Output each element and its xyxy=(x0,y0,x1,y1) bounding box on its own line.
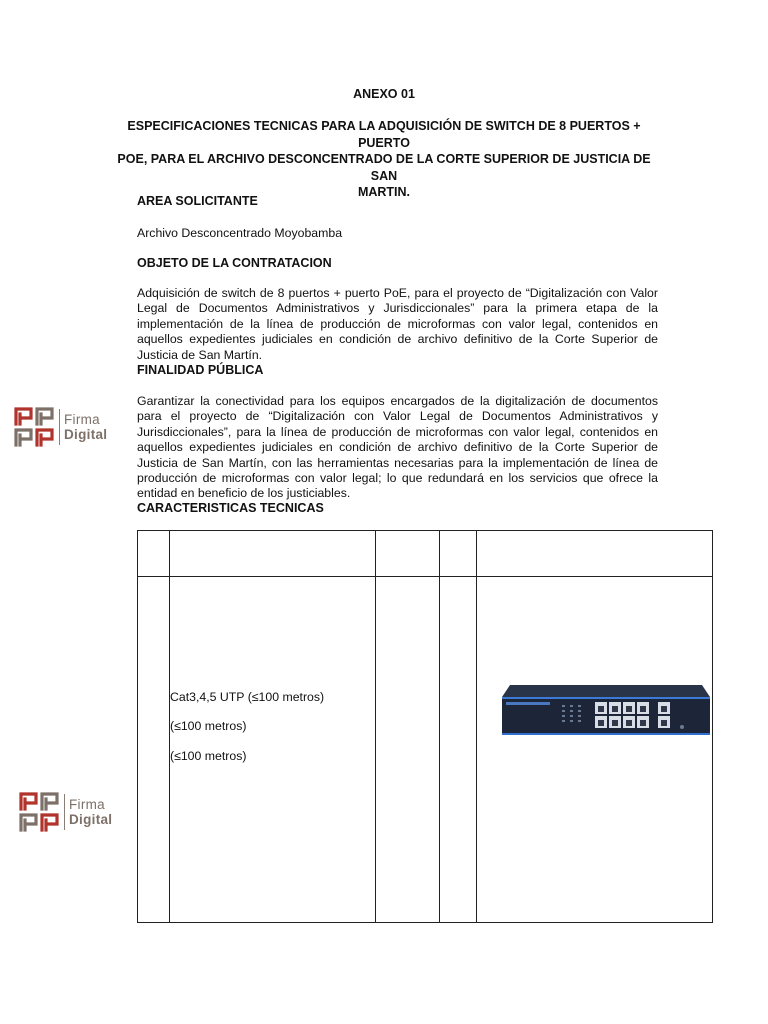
firma-digital-seal-icon xyxy=(14,406,56,448)
area-solicitante-text: Archivo Desconcentrado Moyobamba xyxy=(137,226,343,240)
finalidad-paragraph: Garantizar la conectividad para los equipos encargados de la digitalización de documentos para el proyecto de “Digitalización con Valor Legal de Documentos Administrativos y Jurisdiccionales”, para la línea de producción de microformas con valor legal, contenidos en aquellos expedientes judiciales en condición de archivo definitivo de la Corte Superior de Justicia de San Martín, con las herramientas necesarias para la implementación de línea de producción de microformas con valor legal; lo que redundará en los servicios que ofrece la entidad en beneficio de los justiciables. xyxy=(137,394,658,501)
objeto-paragraph: Adquisición de switch de 8 puertos + puerto PoE, para el proyecto de “Digitalización con Valor Legal de Documentos Administrativos y Jurisdiccionales” para la primera etapa de la implementación de la línea de producción de microformas con valor legal, contenidos en aquellos expedientes judiciales en condición de archivo definitivo de la Corte Superior de Justicia de San Martín. xyxy=(137,286,658,362)
stamp-divider xyxy=(59,409,60,445)
firma-digital-stamp xyxy=(14,406,107,448)
title-line: MARTIN. xyxy=(357,185,411,199)
table-cell-distance: (≤100 metros) xyxy=(170,749,247,763)
title-line: POE, PARA EL ARCHIVO DESCONCENTRADO DE LA CORTE SUPERIOR DE JUSTICIA DE SAN xyxy=(117,152,651,183)
table-header-divider xyxy=(138,576,712,577)
network-switch-image xyxy=(500,683,712,743)
stamp-words xyxy=(64,412,107,442)
heading-caracteristicas: CARACTERISTICAS TECNICAS xyxy=(137,501,324,515)
heading-area-solicitante: AREA SOLICITANTE xyxy=(137,194,258,208)
stamp-word-firma: Firma xyxy=(64,412,100,427)
document-title xyxy=(112,118,656,201)
firma-digital-stamp xyxy=(19,791,112,833)
stamp-word-digital: Digital xyxy=(64,427,108,442)
table-column-divider xyxy=(476,531,477,922)
table-cell-cable-spec: Cat3,4,5 UTP (≤100 metros) xyxy=(170,690,325,704)
stamp-words xyxy=(69,797,112,827)
stamp-word-digital: Digital xyxy=(69,812,113,827)
heading-objeto: OBJETO DE LA CONTRATACION xyxy=(137,256,332,270)
table-cell-distance: (≤100 metros) xyxy=(170,719,247,733)
table-column-divider xyxy=(439,531,440,922)
stamp-divider xyxy=(64,794,65,830)
specs-table xyxy=(137,530,713,923)
table-column-divider xyxy=(375,531,376,922)
title-line: ESPECIFICACIONES TECNICAS PARA LA ADQUISICIÓN DE SWITCH DE 8 PUERTOS + PUERTO xyxy=(127,119,641,150)
heading-finalidad: FINALIDAD PÚBLICA xyxy=(137,363,264,377)
stamp-word-firma: Firma xyxy=(69,797,105,812)
firma-digital-seal-icon xyxy=(19,791,61,833)
annex-title: ANEXO 01 xyxy=(353,87,415,101)
